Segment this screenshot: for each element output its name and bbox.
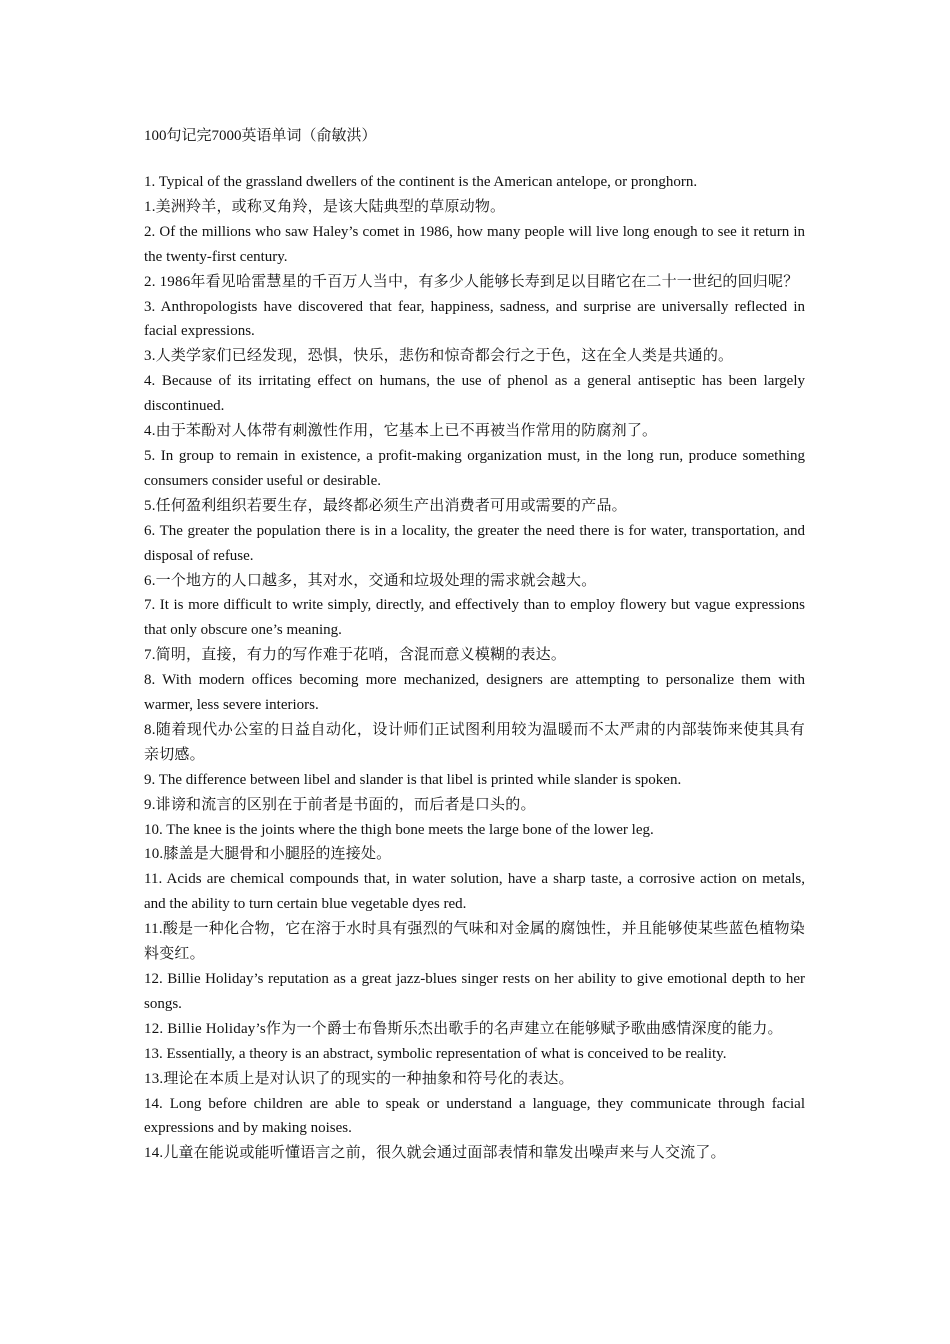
- chinese-translation: 6.一个地方的人口越多，其对水，交通和垃圾处理的需求就会越大。: [144, 572, 597, 589]
- chinese-translation: 5.任何盈利组织若要生存，最终都必须生产出消费者可用或需要的产品。: [144, 497, 627, 514]
- chinese-translation: 8.随着现代办公室的日益自动化，设计师们正试图利用较为温暖而不太严肃的内部装饰来使其具有亲切感。: [144, 721, 805, 763]
- english-sentence: 8. With modern offices becoming more mechanized, designers are attempting to personalize them with warmer, less severe interiors.: [144, 672, 805, 714]
- english-sentence: 13. Essentially, a theory is an abstract, symbolic representation of what is conceived to be reality.: [144, 1045, 727, 1062]
- document-title: 100句记完7000英语单词（俞敏洪）: [144, 128, 377, 144]
- chinese-translation: 14.儿童在能说或能听懂语言之前，很久就会通过面部表情和靠发出噪声来与人交流了。: [144, 1145, 726, 1162]
- chinese-translation: 9.诽谤和流言的区别在于前者是书面的，而后者是口头的。: [144, 796, 536, 813]
- chinese-translation: 10.膝盖是大腿骨和小腿胫的连接处。: [144, 846, 392, 863]
- english-sentence: 10. The knee is the joints where the thigh bone meets the large bone of the lower leg.: [144, 821, 654, 838]
- english-sentence: 12. Billie Holiday’s reputation as a great jazz-blues singer rests on her ability to give emotional depth to her songs.: [144, 971, 805, 1012]
- chinese-translation: 7.简明，直接，有力的写作难于花哨，含混而意义模糊的表达。: [144, 647, 567, 664]
- english-sentence: 5. In group to remain in existence, a profit-making organization must, in the long run, produce something consumers consider useful or desirable.: [144, 447, 805, 489]
- chinese-translation: 3.人类学家们已经发现，恐惧，快乐，悲伤和惊奇都会行之于色，这在全人类是共通的。: [144, 348, 734, 365]
- chinese-translation: 13.理论在本质上是对认识了的现实的一种抽象和符号化的表达。: [144, 1070, 574, 1087]
- english-sentence: 7. It is more difficult to write simply, directly, and effectively than to employ flowery but vague expressions that only obscure one’s meaning.: [144, 597, 805, 639]
- english-sentence: 9. The difference between libel and slander is that libel is printed while slander is spoken.: [144, 771, 682, 788]
- chinese-translation: 12. Billie Holiday’s作为一个爵士布鲁斯乐杰出歌手的名声建立在能够赋予歌曲感情深度的能力。: [144, 1020, 783, 1037]
- english-sentence: 1. Typical of the grassland dwellers of the continent is the American antelope, or pronghorn.: [144, 174, 698, 190]
- document-page: [144, 120, 805, 1166]
- chinese-translation: 1.美洲羚羊，或称叉角羚，是该大陆典型的草原动物。: [144, 198, 506, 215]
- chinese-translation: 2. 1986年看见哈雷慧星的千百万人当中，有多少人能够长寿到足以目睹它在二十一世纪的回归呢？: [144, 273, 799, 290]
- english-sentence: 11. Acids are chemical compounds that, in water solution, have a sharp taste, a corrosive action on metals, and the ability to turn certain blue vegetable dyes red.: [144, 871, 805, 913]
- chinese-translation: 11.酸是一种化合物，它在溶于水时具有强烈的气味和对金属的腐蚀性，并且能够使某些蓝色植物染料变红。: [144, 921, 805, 963]
- english-sentence: 14. Long before children are able to speak or understand a language, they communicate through facial expressions and by making noises.: [144, 1095, 805, 1137]
- english-sentence: 2. Of the millions who saw Haley’s comet in 1986, how many people will live long enough to see it return in the twenty-first century.: [144, 223, 805, 265]
- chinese-translation: 4.由于苯酚对人体带有刺激性作用，它基本上已不再被当作常用的防腐剂了。: [144, 423, 658, 440]
- english-sentence: 3. Anthropologists have discovered that fear, happiness, sadness, and surprise are universally reflected in facial expressions.: [144, 298, 805, 340]
- english-sentence: 4. Because of its irritating effect on humans, the use of phenol as a general antiseptic has been largely discontinued.: [144, 373, 805, 415]
- english-sentence: 6. The greater the population there is in a locality, the greater the need there is for water, transportation, and disposal of refuse.: [144, 522, 805, 564]
- paragraph-list: [144, 170, 805, 1166]
- title-spacer: [144, 153, 805, 170]
